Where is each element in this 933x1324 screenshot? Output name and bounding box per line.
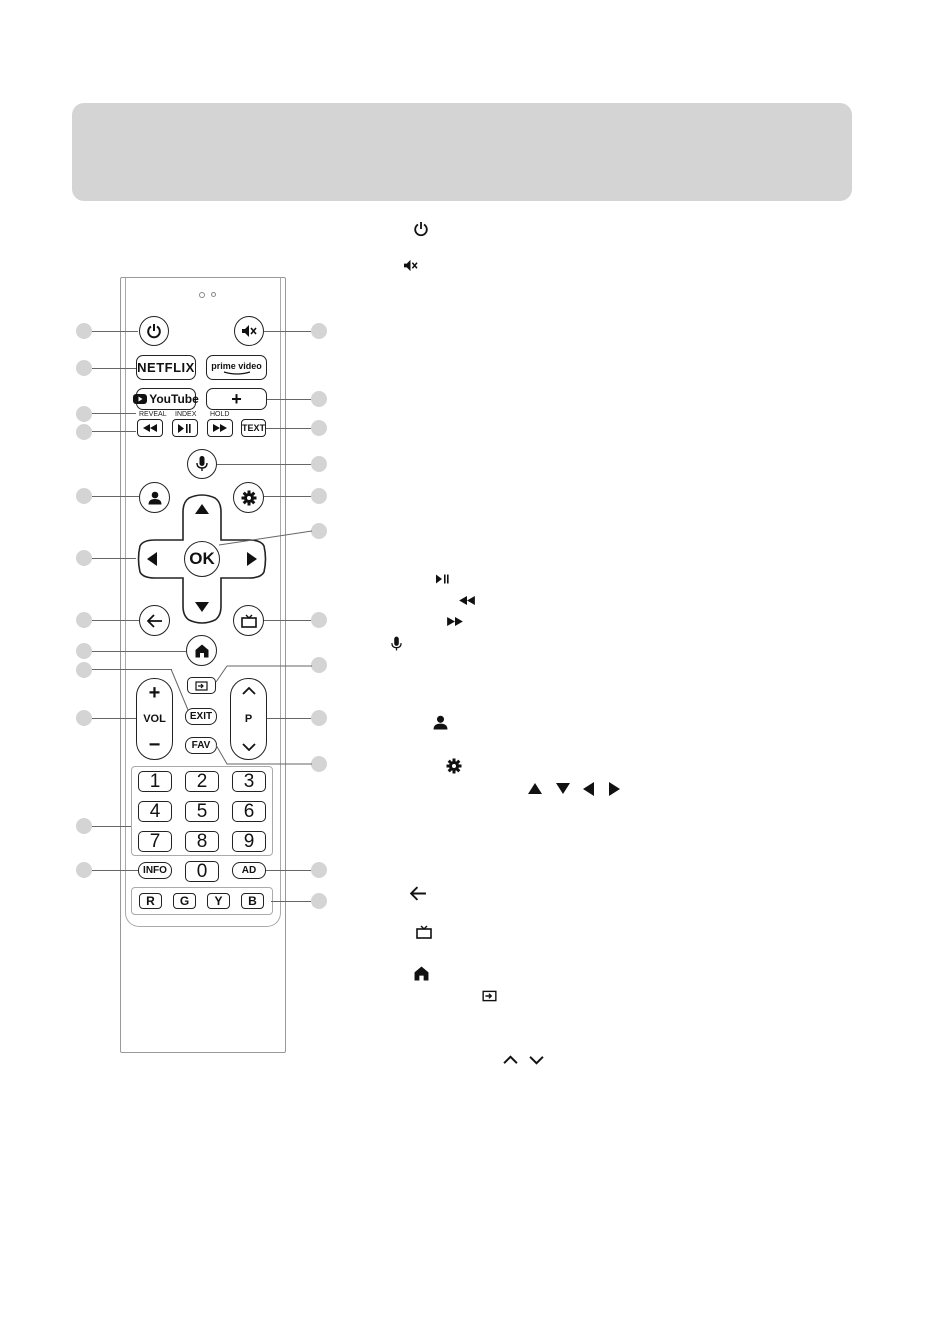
prime-video-button[interactable] [206,355,267,380]
input-icon [482,990,497,1002]
red-button[interactable]: R [139,893,162,909]
callout-line [217,464,311,465]
channel-label: P [244,713,253,725]
callout-marker [311,710,327,726]
arrow-up-icon [527,782,543,795]
mic-icon [196,456,208,472]
ok-button[interactable]: OK [184,541,220,577]
callout-marker [76,643,92,659]
callout-line [92,431,136,432]
callout-line [92,669,172,670]
callout-marker [311,657,327,673]
callout-marker [311,612,327,628]
youtube-label: YouTube [149,392,199,406]
back-icon [410,886,427,901]
callout-marker [76,710,92,726]
callout-marker [76,662,92,678]
number-button-9[interactable]: 9 [232,831,266,852]
callout-line [92,826,131,827]
power-button[interactable] [139,316,169,346]
callout-marker [311,756,327,772]
info-button[interactable]: INFO [138,862,172,879]
input-callout-line [215,664,313,684]
text-button[interactable]: TEXT [241,419,266,437]
callout-line [264,331,311,332]
callout-line [264,620,311,621]
input-icon [195,681,208,691]
fav-button[interactable]: FAV [185,737,217,754]
prime-video-label: prime video [211,360,262,371]
reveal-label: REVEAL [139,411,167,418]
chevron-up-icon[interactable] [242,687,256,695]
home-icon [195,644,209,658]
plus-button[interactable]: + [206,388,267,410]
callout-marker [76,323,92,339]
rewind-button[interactable] [137,419,163,437]
callout-line [267,399,311,400]
prime-smile-icon [222,371,252,375]
callout-marker [76,488,92,504]
callout-marker [311,420,327,436]
number-button-8[interactable]: 8 [185,831,219,852]
chevron-up-icon [503,1055,518,1065]
callout-line [271,901,311,902]
fast-forward-icon [447,617,463,626]
ir-sensor [211,292,216,297]
callout-line [266,428,311,429]
play-pause-icon [178,424,192,433]
mic-icon [391,636,402,652]
rewind-icon [143,424,157,432]
callout-marker [311,893,327,909]
callout-marker [311,523,327,539]
fast-forward-icon [213,424,227,432]
yellow-button[interactable]: Y [207,893,230,909]
gear-icon [446,758,462,774]
back-icon [147,614,163,628]
callout-marker [311,391,327,407]
callout-marker [76,406,92,422]
callout-line [92,496,139,497]
ok-callout-line [218,529,313,547]
vol-label: VOL [143,713,166,725]
hold-label: HOLD [210,411,230,418]
vol-down[interactable]: − [148,734,161,756]
arrow-down-icon [555,782,571,795]
callout-line [264,496,311,497]
input-button[interactable] [187,677,216,694]
volume-rocker[interactable] [136,678,173,760]
mute-button[interactable] [234,316,264,346]
number-button-4[interactable]: 4 [138,801,172,822]
vol-up[interactable]: + [148,682,161,704]
callout-line [92,368,136,369]
chevron-down-icon [529,1055,544,1065]
mute-icon [403,259,418,272]
netflix-button[interactable]: NETFLIX [136,355,196,380]
back-button[interactable] [139,605,170,636]
callout-marker [76,818,92,834]
number-button-7[interactable]: 7 [138,831,172,852]
blue-button[interactable]: B [241,893,264,909]
home-icon [414,966,429,981]
callout-line [92,558,136,559]
callout-marker [76,360,92,376]
callout-marker [76,862,92,878]
youtube-button[interactable] [136,388,199,410]
play-pause-button[interactable] [172,419,198,437]
number-button-3[interactable]: 3 [232,771,266,792]
green-button[interactable]: G [173,893,196,909]
callout-line [92,718,136,719]
fast-forward-button[interactable] [207,419,233,437]
number-button-0[interactable]: 0 [185,861,219,882]
callout-marker [311,862,327,878]
mute-icon [241,324,257,338]
fav-callout-line [215,744,313,766]
tv-icon [241,614,257,628]
callout-line [92,651,186,652]
ad-button[interactable]: AD [232,862,266,879]
youtube-play-icon [133,394,147,404]
tv-button[interactable] [233,605,264,636]
number-button-6[interactable]: 6 [232,801,266,822]
callout-marker [311,488,327,504]
mic-button[interactable] [187,449,217,479]
number-button-2[interactable]: 2 [185,771,219,792]
power-icon [413,221,429,237]
play-pause-icon [436,574,450,584]
rewind-icon [459,596,475,605]
callout-line [92,620,139,621]
callout-marker [311,323,327,339]
callout-marker [76,550,92,566]
arrow-right-icon [608,781,621,797]
callout-marker [76,424,92,440]
callout-marker [311,456,327,472]
home-button[interactable] [186,635,217,666]
user-icon [433,715,448,730]
exit-button[interactable]: EXIT [185,708,217,725]
callout-line [266,870,311,871]
callout-line [267,718,311,719]
power-icon [146,323,162,339]
exit-callout-line [170,668,190,712]
header-banner [72,103,852,201]
callout-line [92,331,138,332]
callout-line [92,870,138,871]
tv-icon [416,925,432,939]
number-button-5[interactable]: 5 [185,801,219,822]
callout-marker [76,612,92,628]
ir-sensor [199,292,205,298]
arrow-left-icon [582,781,595,797]
index-label: INDEX [175,411,197,418]
callout-line [92,413,136,414]
number-button-1[interactable]: 1 [138,771,172,792]
